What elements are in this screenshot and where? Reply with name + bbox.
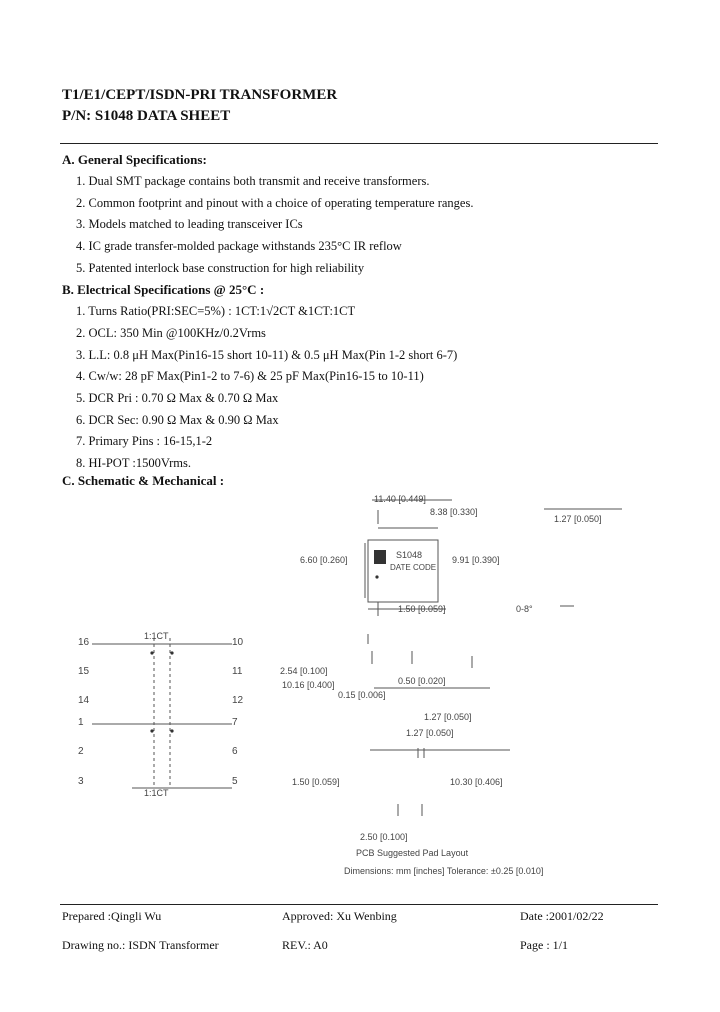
left-pin-label: 2	[78, 746, 84, 757]
part-number: P/N: S1048 DATA SHEET	[62, 108, 231, 124]
electrical-spec-item: 1. Turns Ratio(PRI:SEC=5%) : 1CT:1√2CT &1CT:1CT	[76, 304, 356, 318]
dim-h: 10.30 [0.406]	[450, 777, 503, 787]
polarity-dot	[170, 651, 173, 654]
dim-b: 10.16 [0.400]	[282, 680, 335, 690]
general-spec-item: 3. Models matched to leading transceiver ICs	[76, 217, 303, 231]
dim-d: 0.15 [0.006]	[338, 690, 386, 700]
right-pin-label: 7	[232, 717, 238, 728]
general-spec-item: 5. Patented interlock base construction for high reliability	[76, 261, 365, 275]
right-pin-label: 6	[232, 746, 238, 757]
document-title: T1/E1/CEPT/ISDN-PRI TRANSFORMER	[62, 87, 338, 103]
electrical-spec-item: 5. DCR Pri : 0.70 Ω Max & 0.70 Ω Max	[76, 391, 279, 405]
left-pin-label: 14	[78, 695, 90, 706]
right-pin-label: 12	[232, 695, 244, 706]
drawing-number: Drawing no.: ISDN Transformer	[62, 938, 219, 952]
footer-divider	[60, 904, 658, 905]
right-pin-label: 11	[232, 666, 243, 677]
left-pin-label: 15	[78, 666, 90, 677]
schematic-heading: C. Schematic & Mechanical :	[62, 473, 225, 488]
general-spec-item: 2. Common footprint and pinout with a choice of operating temperature ranges.	[76, 196, 474, 210]
dim-g: 1.50 [0.059]	[292, 777, 340, 787]
dim-side: 8.38 [0.330]	[430, 507, 478, 517]
left-pin-label: 3	[78, 776, 84, 787]
dim-top: 11.40 [0.449]	[374, 494, 426, 504]
polarity-dot	[150, 729, 153, 732]
dim-i: 2.50 [0.100]	[360, 832, 408, 842]
page-number: Page : 1/1	[520, 938, 568, 952]
dim-bottom: 1.50 [0.059]	[398, 604, 446, 614]
electrical-spec-item: 8. HI-POT :1500Vrms.	[76, 456, 191, 470]
revision: REV.: A0	[282, 938, 328, 952]
date-code: DATE CODE	[390, 563, 437, 572]
right-pin-label: 10	[232, 637, 244, 648]
dim-f: 1.27 [0.050]	[406, 728, 454, 738]
electrical-spec-item: 6. DCR Sec: 0.90 Ω Max & 0.90 Ω Max	[76, 413, 279, 427]
general-spec-item: 4. IC grade transfer-molded package withstands 235°C IR reflow	[76, 239, 402, 253]
document-date: Date :2001/02/22	[520, 909, 604, 923]
dim-c: 0.50 [0.020]	[398, 676, 446, 686]
header-divider	[60, 143, 658, 144]
general-spec-item: 1. Dual SMT package contains both transmit and receive transformers.	[76, 174, 430, 188]
electrical-spec-item: 7. Primary Pins : 16-15,1-2	[76, 434, 213, 448]
general-spec-heading: A. General Specifications:	[62, 152, 207, 167]
approved-by: Approved: Xu Wenbing	[282, 909, 397, 923]
top-turns-ratio: 1:1CT	[144, 631, 169, 641]
dim-e: 1.27 [0.050]	[424, 712, 472, 722]
right-pin-label: 5	[232, 776, 238, 787]
electrical-spec-item: 2. OCL: 350 Min @100KHz/0.2Vrms	[76, 326, 266, 340]
dim-angle: 0-8°	[516, 604, 533, 614]
dim-lead: 1.27 [0.050]	[554, 514, 602, 524]
dim-left: 6.60 [0.260]	[300, 555, 348, 565]
electrical-spec-item: 4. Cw/w: 28 pF Max(Pin1-2 to 7-6) & 25 pF Max(Pin16-15 to 10-11)	[76, 369, 424, 383]
logo-part-number: S1048	[396, 550, 423, 560]
polarity-dot	[150, 651, 153, 654]
dim-right: 9.91 [0.390]	[452, 555, 500, 565]
manufacturer-logo	[374, 550, 386, 564]
polarity-dot	[170, 729, 173, 732]
bottom-turns-ratio: 1:1CT	[144, 788, 169, 798]
pad-layout-note: PCB Suggested Pad Layout	[356, 848, 469, 858]
electrical-spec-item: 3. L.L: 0.8 μH Max(Pin16-15 short 10-11) & 0.5 μH Max(Pin 1-2 short 6-7)	[76, 348, 458, 362]
left-pin-label: 16	[78, 637, 90, 648]
dimensions-note: Dimensions: mm [inches] Tolerance: ±0.25 [0.010]	[344, 866, 544, 876]
electrical-spec-heading: B. Electrical Specifications @ 25°C :	[62, 282, 265, 297]
prepared-by: Prepared :Qingli Wu	[62, 909, 162, 923]
pin1-dot	[375, 575, 378, 578]
left-pin-label: 1	[78, 717, 84, 728]
dim-a: 2.54 [0.100]	[280, 666, 328, 676]
schematic-drawing	[60, 488, 660, 883]
